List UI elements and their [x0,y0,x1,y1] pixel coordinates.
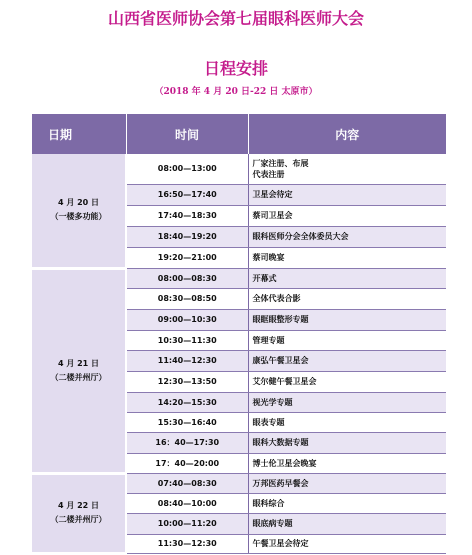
venue-label: （一楼多功能） [50,212,107,222]
content-cell [248,412,446,432]
time-cell: 10:30—11:30 [126,330,248,350]
content-line: 博士伦卫星会晚宴 [252,458,317,468]
table-header-row [32,114,446,154]
table-row [32,473,446,493]
content-cell [248,392,446,412]
content-cell [248,473,446,493]
column-header-date: 日期 [32,114,126,154]
time-cell: 19:20—21:00 [126,247,248,268]
table-row [32,268,446,288]
time-cell: 18:40—19:20 [126,226,248,247]
time-cell: 07:40—08:30 [126,473,248,493]
content-cell [248,453,446,473]
content-line: 眼眶眼整形专题 [252,315,309,324]
content-cell [248,350,446,371]
column-header-content: 内容 [248,114,446,154]
content-line: 万邦医药早餐会 [252,478,309,488]
time-cell: 11:30—12:30 [126,534,248,553]
content-line: 代表注册 [252,169,285,179]
date-label: 4 月 20 日 [57,198,100,208]
time-cell: 17：40—20:00 [126,453,248,473]
time-cell: 12:30—13:50 [126,371,248,392]
content-line: 艾尔健午餐卫星会 [252,377,317,386]
content-cell [248,309,446,330]
content-line: 全体代表合影 [252,294,301,303]
content-cell [248,513,446,534]
content-line: 管理专题 [252,335,285,345]
content-cell [248,268,446,288]
column-header-time: 时间 [126,114,248,154]
time-cell: 08:40—10:00 [126,493,248,513]
content-line: 眼科医师分会全体委员大会 [252,232,349,241]
time-cell: 11:40—12:30 [126,350,248,371]
time-cell: 14:20—15:30 [126,392,248,412]
content-line: 眼底病专题 [252,519,293,528]
time-cell: 09:00—10:30 [126,309,248,330]
time-cell: 08:30—08:50 [126,288,248,309]
time-cell: 10:00—11:20 [126,513,248,534]
content-cell [248,205,446,226]
content-line: 康弘午餐卫星会 [252,356,309,365]
content-cell [248,184,446,205]
time-cell: 08:00—08:30 [126,268,248,288]
content-cell [248,288,446,309]
date-label: 4 月 22 日 [57,501,100,510]
content-line: 眼科大数据专题 [252,438,309,447]
date-cell [32,473,126,553]
content-line: 午餐卫星会待定 [252,539,309,548]
venue-label: （二楼并州厅） [50,515,107,524]
content-line: 眼表专题 [252,417,285,427]
content-cell [248,371,446,392]
content-cell [248,432,446,453]
time-cell: 16:50—17:40 [126,184,248,205]
content-cell [248,534,446,553]
schedule-subtitle: 日程安排 [203,59,268,78]
time-cell: 16：40—17:30 [126,432,248,453]
content-cell [248,226,446,247]
content-line: 厂家注册、布展 [252,158,309,168]
date-location: （2018 年 4 月 20 日-22 日 太原市） [154,87,318,97]
schedule-table [32,114,446,555]
date-cell [32,268,126,473]
content-line: 蔡司晚宴 [252,253,285,262]
content-line: 蔡司卫星会 [252,211,293,220]
time-cell: 17:40—18:30 [126,205,248,226]
content-line: 卫星会待定 [252,190,293,199]
content-line: 眼科综合 [252,498,285,508]
time-cell: 15:30—16:40 [126,412,248,432]
content-cell [248,154,446,184]
content-line: 开幕式 [252,273,277,283]
conference-title: 山西省医师协会第七届眼科医师大会 [107,9,364,28]
content-cell [248,247,446,268]
venue-label: （二楼并州厅） [50,372,107,382]
content-cell [248,330,446,350]
content-cell [248,493,446,513]
date-label: 4 月 21 日 [57,358,100,368]
date-cell [32,154,126,268]
time-cell: 08:00—13:00 [126,154,248,184]
table-row [32,154,446,184]
content-line: 视光学专题 [252,397,293,407]
